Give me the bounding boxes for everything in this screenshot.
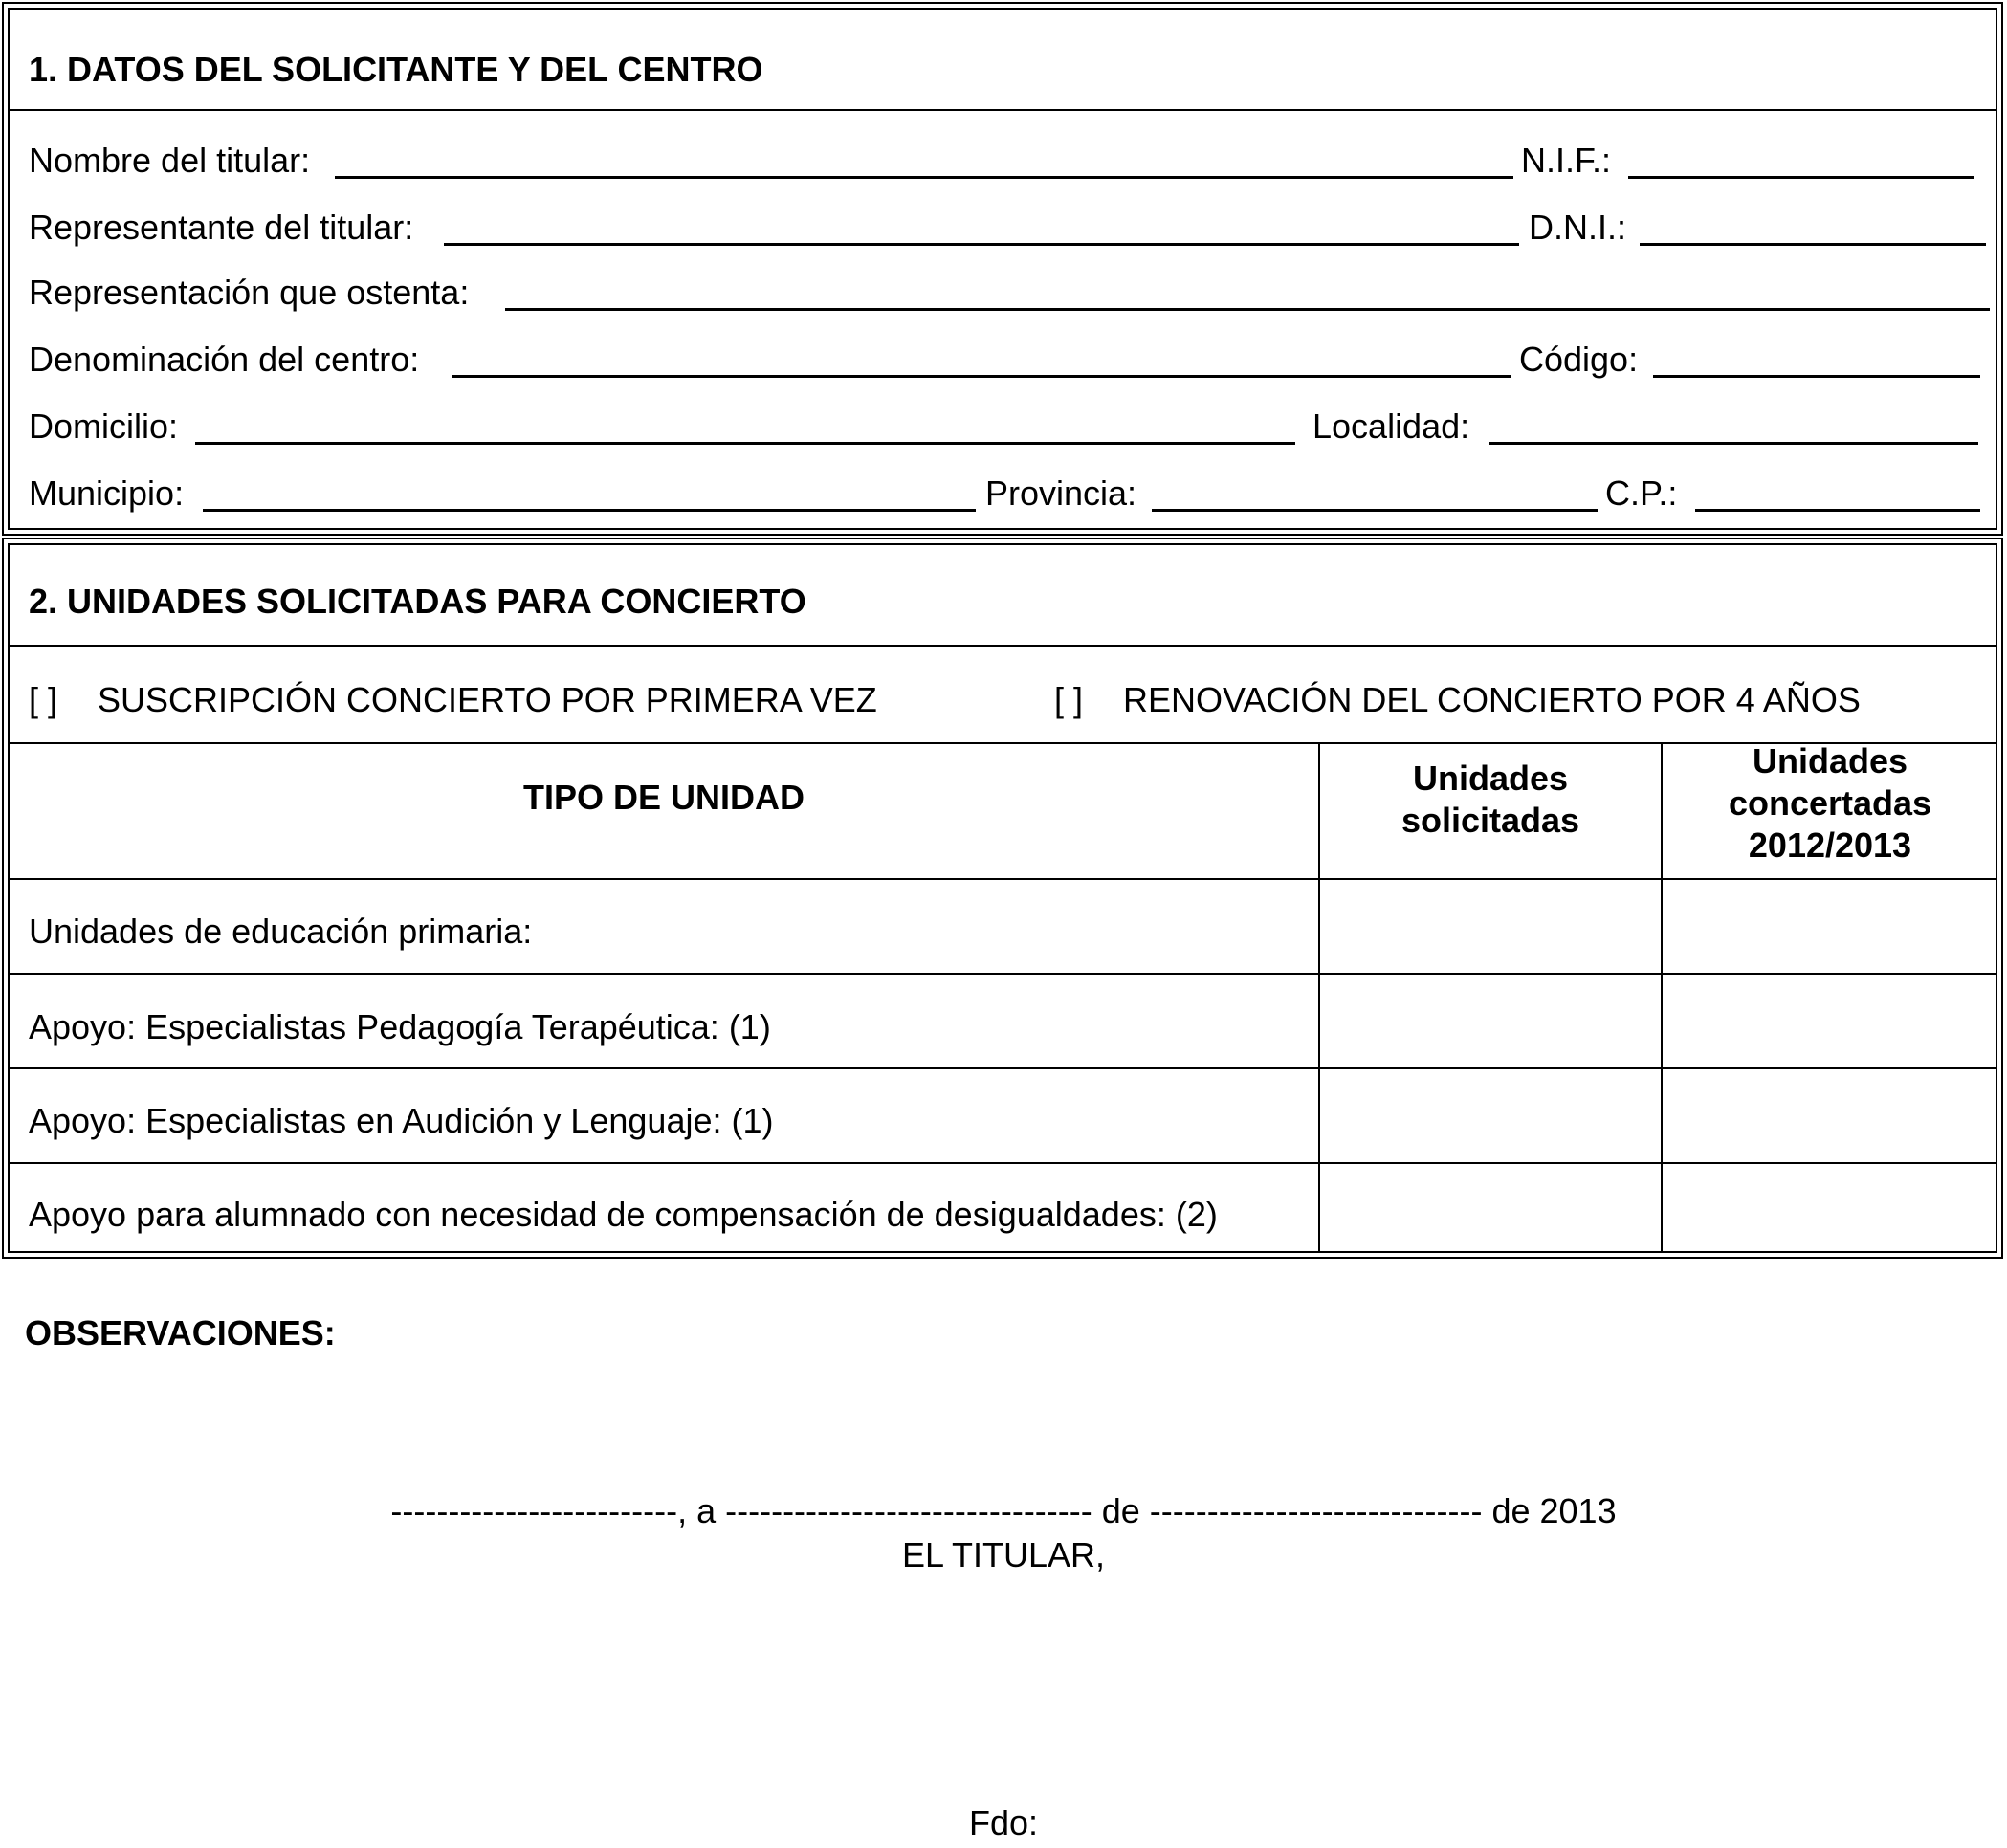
option-renovacion-label: RENOVACIÓN DEL CONCIERTO POR 4 AÑOS: [1123, 680, 1861, 719]
table-row-primaria-concertadas-cell[interactable]: [1663, 880, 1999, 973]
localidad-label: Localidad:: [1312, 407, 1470, 446]
nif-field[interactable]: [1628, 176, 1974, 179]
representante-titular-label: Representante del titular:: [29, 208, 414, 247]
table-row-primaria-solicitadas-cell[interactable]: [1320, 880, 1661, 973]
table-row-pedagogia-concertadas-cell[interactable]: [1663, 975, 1999, 1067]
table-row-audicion-concertadas-cell[interactable]: [1663, 1069, 1999, 1162]
representacion-field[interactable]: [505, 308, 1990, 311]
codigo-field[interactable]: [1653, 375, 1980, 378]
option-primera-vez-checkbox[interactable]: [ ]: [29, 680, 58, 719]
codigo-label: Código:: [1519, 340, 1639, 379]
section-solicitante-centro-frame: [8, 8, 1997, 530]
header-tipo-unidad: TIPO DE UNIDAD: [522, 778, 805, 817]
table-row-audicion-label: Apoyo: Especialistas en Audición y Lenguaje: (1): [29, 1101, 774, 1140]
observaciones-area[interactable]: [25, 1358, 1976, 1454]
header-unidades-solicitadas: [1320, 758, 1661, 842]
header-concertadas-line1: Unidades: [1752, 741, 1908, 781]
signature-role: EL TITULAR,: [901, 1535, 1106, 1574]
signature-date-line: -------------------------, a -------------------------------- de ----------------------------- de 2013: [390, 1491, 1617, 1530]
dni-label: D.N.I.:: [1529, 208, 1627, 247]
municipio-field[interactable]: [203, 509, 976, 512]
table-row-primaria-label: Unidades de educación primaria:: [29, 912, 533, 951]
provincia-field[interactable]: [1152, 509, 1598, 512]
table-row-compensacion-concertadas-cell[interactable]: [1663, 1164, 1999, 1255]
header-concertadas-line2: concertadas: [1728, 783, 1932, 823]
table-row-pedagogia-label: Apoyo: Especialistas Pedagogía Terapéutica: (1): [29, 1007, 771, 1046]
denominacion-centro-label: Denominación del centro:: [29, 340, 420, 379]
cp-field[interactable]: [1695, 509, 1980, 512]
option-renovacion-checkbox[interactable]: [ ]: [1054, 680, 1084, 719]
municipio-label: Municipio:: [29, 473, 185, 513]
nif-label: N.I.F.:: [1521, 141, 1612, 180]
section-1-title: 1. DATOS DEL SOLICITANTE Y DEL CENTRO: [29, 50, 763, 89]
section-unidades-frame: [8, 543, 1997, 1253]
observaciones-label: OBSERVACIONES:: [25, 1313, 336, 1353]
option-primera-vez-label: SUSCRIPCIÓN CONCIERTO POR PRIMERA VEZ: [98, 680, 877, 719]
signature-fdo: Fdo:: [968, 1803, 1039, 1842]
table-row-compensacion-solicitadas-cell[interactable]: [1320, 1164, 1661, 1255]
header-solicitadas-line2: solicitadas: [1400, 801, 1580, 840]
section-2-title: 2. UNIDADES SOLICITADAS PARA CONCIERTO: [29, 582, 806, 621]
header-concertadas-line3: 2012/2013: [1748, 825, 1912, 865]
localidad-field[interactable]: [1489, 442, 1978, 445]
representante-titular-field[interactable]: [444, 243, 1519, 246]
header-unidades-concertadas: [1663, 740, 1997, 867]
domicilio-field[interactable]: [195, 442, 1295, 445]
nombre-titular-field[interactable]: [335, 176, 1513, 179]
header-solicitadas-line1: Unidades: [1412, 759, 1569, 798]
section-unidades-solicitadas: [2, 538, 2003, 1259]
table-row-pedagogia-solicitadas-cell[interactable]: [1320, 975, 1661, 1067]
representacion-label: Representación que ostenta:: [29, 273, 470, 312]
dni-field[interactable]: [1640, 243, 1986, 246]
provincia-label: Provincia:: [985, 473, 1137, 513]
denominacion-centro-field[interactable]: [452, 375, 1511, 378]
section-1-divider: [10, 109, 1996, 111]
cp-label: C.P.:: [1605, 473, 1678, 513]
table-row-compensacion-label: Apoyo para alumnado con necesidad de compensación de desigualdades: (2): [29, 1195, 1218, 1234]
domicilio-label: Domicilio:: [29, 407, 179, 446]
section-solicitante-centro: [2, 2, 2003, 536]
section-2-divider: [10, 645, 1996, 647]
nombre-titular-label: Nombre del titular:: [29, 141, 311, 180]
table-row-audicion-solicitadas-cell[interactable]: [1320, 1069, 1661, 1162]
